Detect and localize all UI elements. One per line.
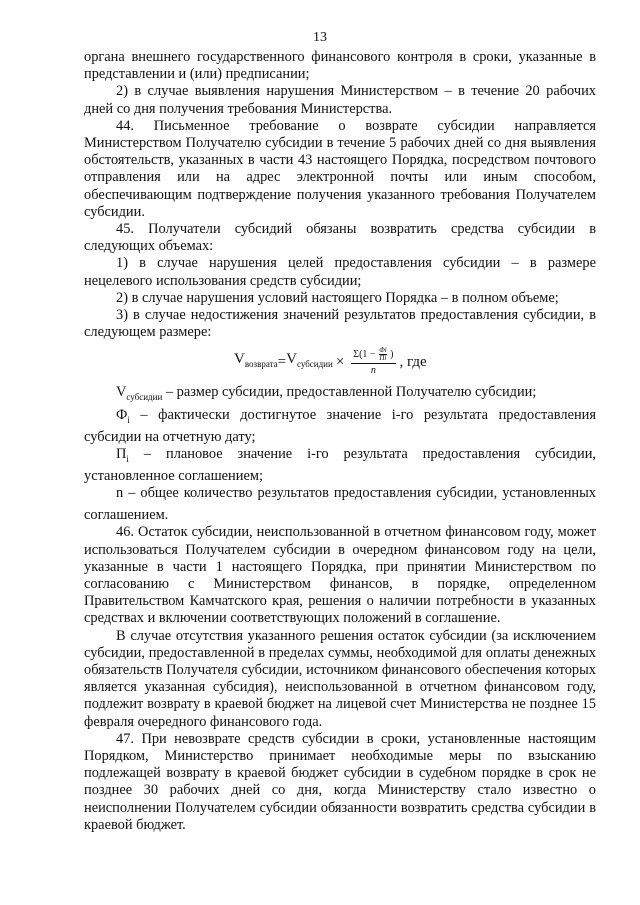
paragraph: 45. Получатели субсидий обязаны возвратить средства субсидии в следующих объемах:: [84, 221, 596, 255]
paragraph: 3) в случае недостижения значений результатов предоставления субсидии, в следующем размере:: [84, 307, 596, 341]
paragraph: 2) в случае нарушения условий настоящего Порядка – в полном объеме;: [116, 289, 559, 306]
paragraph: 1) в случае нарушения целей предоставления субсидии – в размере нецелевого использования средств субсидии;: [84, 255, 596, 289]
formula-denominator: n: [370, 365, 376, 377]
formula-numerator: Σ(1 − $\frac{Фi}{Пi}$ ): [353, 346, 394, 363]
formula-lhs: $V_{возврата}$: [234, 351, 278, 370]
definition: $V_{субсидии}$ – размер субсидии, предоставленной Получателю субсидии;: [116, 384, 537, 403]
definition: $П_i$ – плановое значение i-го результата предоставления субсидии, установленное соглашением;: [84, 445, 596, 484]
page-number: 13: [313, 30, 327, 45]
paragraph: 44. Письменное требование о возврате субсидии направляется Министерством Получателю субсидии в течение 5 рабочих дней со дня выявления обстоятельств, указанных в части 43 настоящего Порядка, посредством почтового отправления или на адрес электронной почты или иным способом, обеспечивающим подтверждение получения указанного требования Получателем субсидии.: [84, 117, 596, 220]
paragraph: В случае отсутствия указанного решения остаток субсидии (за исключением субсидии, предоставленной в пределах суммы, необходимой для оплаты денежных обязательств Получателя субсидии, источником финансового обеспечения которых является указанная субсидия), неиспользованной в отчетном финансовом году, подлежит возврату в краевой бюджет на лицевой счет Министерства не позднее 15 февраля очередного финансового года.: [84, 627, 596, 730]
formula-suffix: , где: [399, 353, 427, 370]
formula-subsidy: $V_{субсидии}$: [286, 351, 333, 370]
paragraph: 46. Остаток субсидии, неиспользованной в отчетном финансовом году, может использоваться Получателем субсидии в очередном финансовом году на цели, указанные в части 1 настоящего Порядка, при принятии Министерством по согласованию с Министерством финансов, в порядке, определенном Правительством Камчатского края, решения о наличии потребности в указанных средствах и включении соответствующих положений в соглашение.: [84, 524, 596, 627]
paragraph: 47. При невозврате средств субсидии в сроки, установленные настоящим Порядком, Министерство принимает необходимые меры по взысканию подлежащей возврату в краевой бюджет субсидии в судебном порядке в срок не позднее 30 рабочих дней со дня, когда Министерству стало известно о неисполнении Получателем субсидии обязанности возвратить средства субсидии в краевой бюджет.: [84, 730, 596, 833]
formula-equals: =: [277, 353, 287, 370]
definition: $Ф_i$ – фактически достигнутое значение i-го результата предоставления субсидии на отчетную дату;: [84, 406, 596, 445]
refund-formula: [84, 343, 596, 381]
definition: n – общее количество результатов предоставления субсидии, установленных соглашением.: [84, 485, 596, 524]
formula-times: ×: [335, 353, 345, 370]
document-body: [84, 49, 596, 834]
formula-ratio: $\frac{Фi}{Пi}$: [379, 346, 387, 363]
paragraph: органа внешнего государственного финансового контроля в сроки, указанные в представлении и (или) предписании;: [84, 49, 596, 83]
formula-fraction: [351, 347, 395, 377]
paragraph: 2) в случае выявления нарушения Министерством – в течение 20 рабочих дней со дня получения требования Министерства.: [84, 83, 596, 117]
